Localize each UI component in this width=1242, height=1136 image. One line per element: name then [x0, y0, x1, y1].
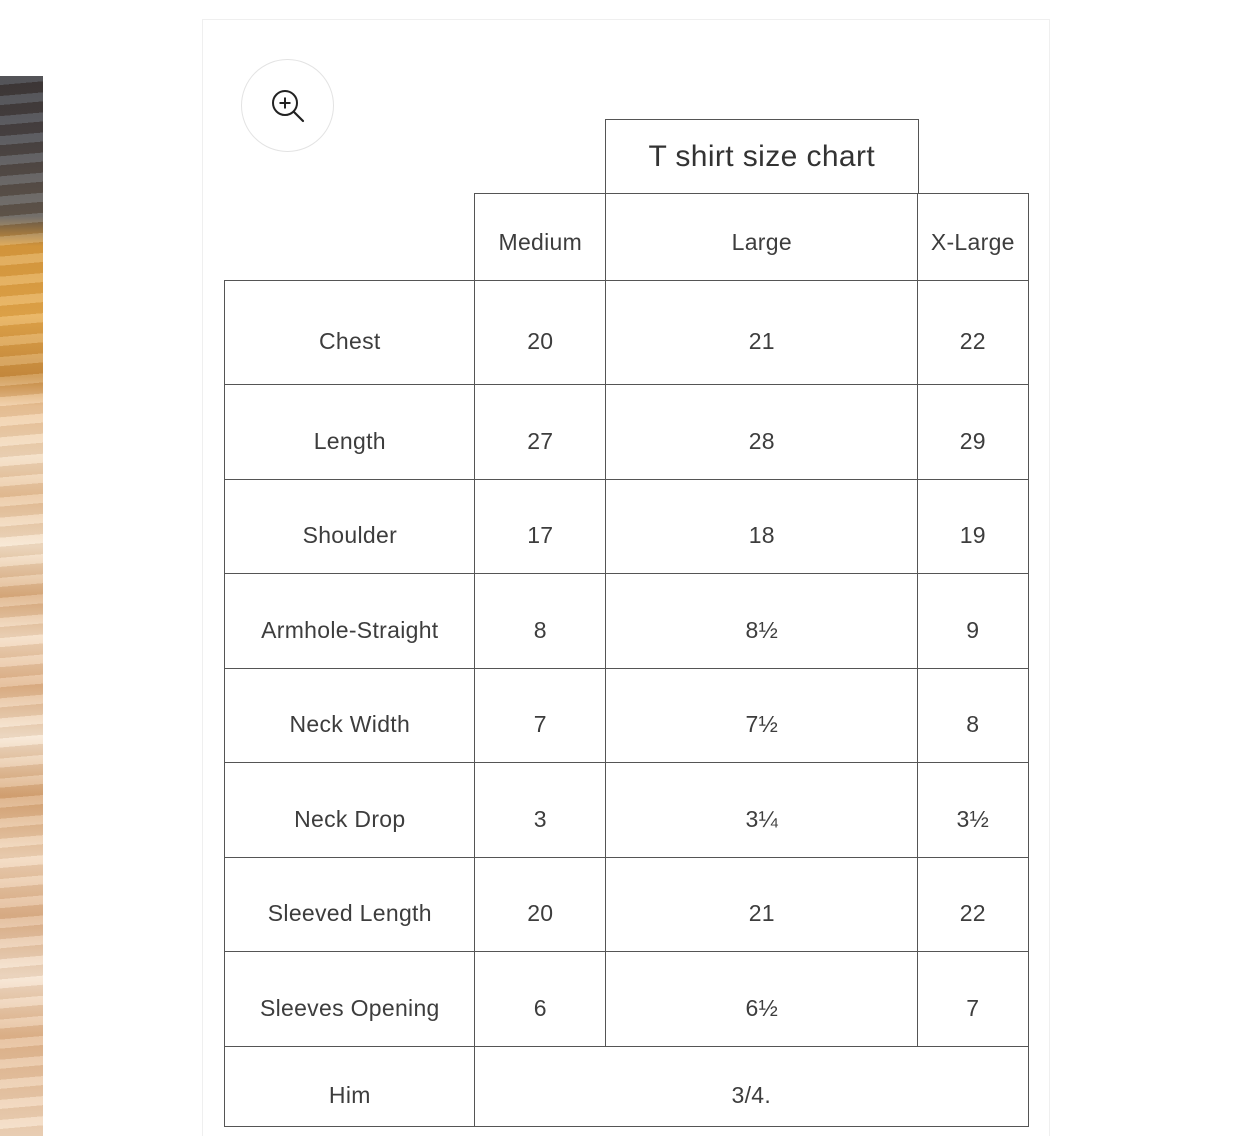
table-cell: 20: [474, 857, 607, 953]
table-cell: 28: [605, 384, 919, 480]
chart-title: T shirt size chart: [605, 119, 919, 195]
table-cell-merged: 3/4.: [474, 1046, 1029, 1127]
table-cell: 8½: [605, 573, 919, 669]
column-header: X-Large: [917, 193, 1029, 282]
table-cell: 21: [605, 280, 919, 386]
table-cell: 7: [474, 668, 607, 764]
row-label: Sleeves Opening: [224, 951, 476, 1047]
row-label: Him: [224, 1046, 476, 1127]
table-cell: 8: [917, 668, 1029, 764]
table-cell: 29: [917, 384, 1029, 480]
table-cell: 3: [474, 762, 607, 858]
table-cell: 17: [474, 479, 607, 575]
zoom-button[interactable]: [241, 59, 334, 152]
column-header: Medium: [474, 193, 607, 282]
table-cell: 3½: [917, 762, 1029, 858]
row-label: Length: [224, 384, 476, 480]
table-cell: 22: [917, 280, 1029, 386]
table-cell: 22: [917, 857, 1029, 953]
zoom-in-icon: [268, 86, 308, 126]
row-label: Chest: [224, 280, 476, 386]
product-photo-thumbnail[interactable]: [0, 76, 43, 1136]
table-cell: 19: [917, 479, 1029, 575]
table-cell: 20: [474, 280, 607, 386]
table-cell: 7½: [605, 668, 919, 764]
row-label: Shoulder: [224, 479, 476, 575]
table-cell: 9: [917, 573, 1029, 669]
table-cell: 18: [605, 479, 919, 575]
row-label: Neck Width: [224, 668, 476, 764]
row-label: Armhole-Straight: [224, 573, 476, 669]
table-cell: 8: [474, 573, 607, 669]
table-cell: 6: [474, 951, 607, 1047]
table-cell: 6½: [605, 951, 919, 1047]
table-cell: 3¼: [605, 762, 919, 858]
column-header: Large: [605, 193, 919, 282]
table-cell: 7: [917, 951, 1029, 1047]
row-label: Sleeved Length: [224, 857, 476, 953]
table-cell: 27: [474, 384, 607, 480]
table-cell: 21: [605, 857, 919, 953]
row-label: Neck Drop: [224, 762, 476, 858]
